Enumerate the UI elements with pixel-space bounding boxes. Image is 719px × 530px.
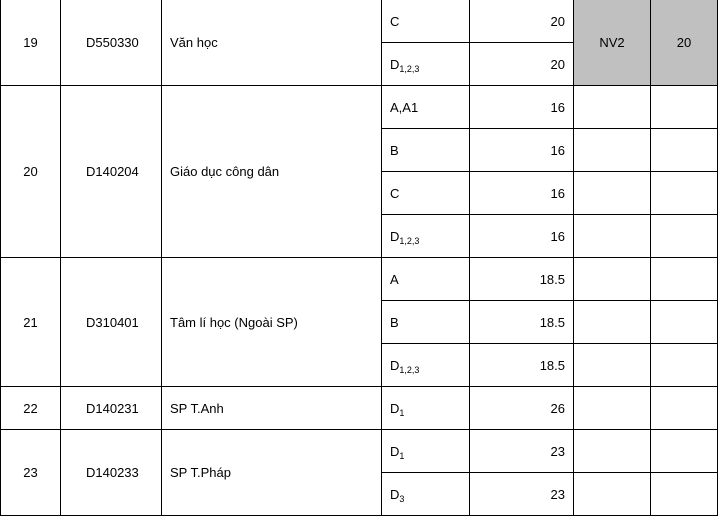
score-cell: 20 (470, 0, 574, 43)
table-row (1, 258, 718, 301)
empty-cell (574, 172, 651, 215)
empty-cell (574, 387, 651, 430)
empty-cell (651, 301, 718, 344)
exam-block: C (382, 172, 470, 215)
empty-cell (651, 172, 718, 215)
table-row (1, 0, 718, 43)
table-row (1, 86, 718, 129)
exam-block: $D_{1,2,3}$ (382, 43, 470, 86)
score-cell: 26 (470, 387, 574, 430)
major-code: D140204 (61, 86, 162, 258)
score-cell: 23 (470, 473, 574, 516)
row-number: 23 (1, 430, 61, 516)
table-row (1, 387, 718, 430)
score-cell: 23 (470, 430, 574, 473)
major-name: SP T.Pháp (162, 430, 382, 516)
empty-cell (574, 258, 651, 301)
score-cell: 20 (470, 43, 574, 86)
major-code: D550330 (61, 0, 162, 86)
empty-cell (651, 258, 718, 301)
exam-block: $D_3$ (382, 473, 470, 516)
exam-block: B (382, 301, 470, 344)
empty-cell (574, 430, 651, 473)
exam-block: $D_{1,2,3}$ (382, 344, 470, 387)
exam-block: A,A1 (382, 86, 470, 129)
major-name: Tâm lí học (Ngoài SP) (162, 258, 382, 387)
row-number: 21 (1, 258, 61, 387)
exam-block: $D_1$ (382, 430, 470, 473)
nv-label: NV2 (574, 0, 651, 86)
empty-cell (651, 387, 718, 430)
score-cell: 18.5 (470, 301, 574, 344)
exam-block: $D_1$ (382, 387, 470, 430)
empty-cell (651, 129, 718, 172)
empty-cell (574, 344, 651, 387)
major-code: D140233 (61, 430, 162, 516)
major-code: D310401 (61, 258, 162, 387)
empty-cell (574, 86, 651, 129)
major-name: SP T.Anh (162, 387, 382, 430)
exam-block: $D_{1,2,3}$ (382, 215, 470, 258)
empty-cell (574, 473, 651, 516)
exam-block: A (382, 258, 470, 301)
empty-cell (651, 430, 718, 473)
exam-block: C (382, 0, 470, 43)
nv-score: 20 (651, 0, 718, 86)
score-cell: 16 (470, 215, 574, 258)
empty-cell (651, 473, 718, 516)
empty-cell (574, 129, 651, 172)
empty-cell (651, 86, 718, 129)
empty-cell (651, 215, 718, 258)
empty-cell (574, 215, 651, 258)
empty-cell (651, 344, 718, 387)
row-number: 22 (1, 387, 61, 430)
exam-block: B (382, 129, 470, 172)
row-number: 19 (1, 0, 61, 86)
score-cell: 18.5 (470, 344, 574, 387)
major-name: Văn học (162, 0, 382, 86)
empty-cell (574, 301, 651, 344)
major-name: Giáo dục công dân (162, 86, 382, 258)
score-cell: 18.5 (470, 258, 574, 301)
major-code: D140231 (61, 387, 162, 430)
score-cell: 16 (470, 86, 574, 129)
score-cell: 16 (470, 172, 574, 215)
table-row (1, 430, 718, 473)
score-cell: 16 (470, 129, 574, 172)
row-number: 20 (1, 86, 61, 258)
